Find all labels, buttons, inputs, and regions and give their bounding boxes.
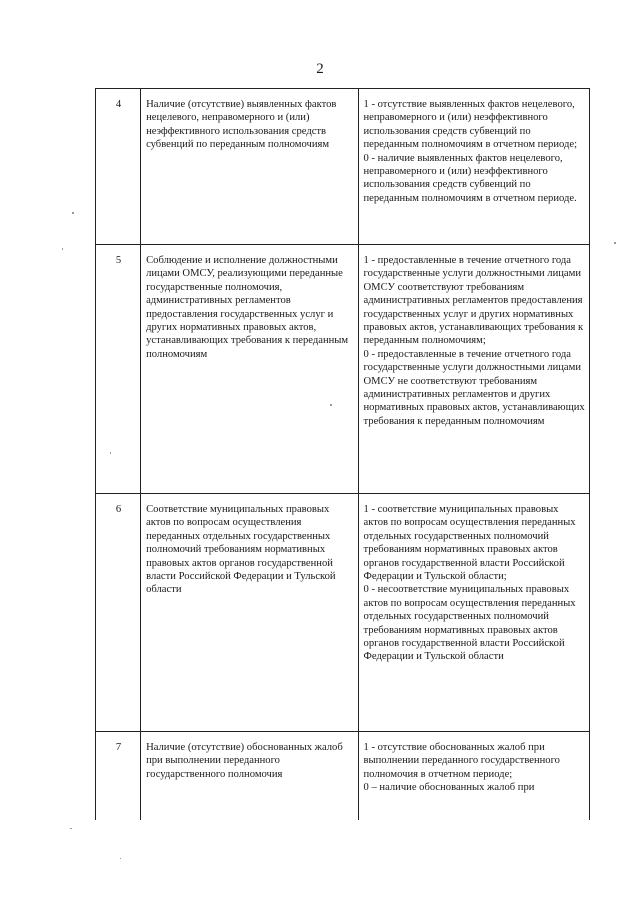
criteria-table-container xyxy=(95,88,590,820)
score-option: 0 – наличие обоснованных жалоб при xyxy=(363,782,535,794)
scan-speck xyxy=(72,212,74,214)
table-row xyxy=(96,732,590,821)
score-option: 0 - несоответствие муниципальных правовых актов по вопросам осуществления переданных отдельных государственных полномочий требованиям нормативных правовых актов органов государственной власти Российской Федерации и Тульской области xyxy=(363,584,576,663)
score-option: 1 - предоставленные в течение отчетного года государственные услуги должностными лицами ОМСУ соответствуют требованиям административных регламентов предоставления государственных услуг и других нормативных правовых актов, устанавливающих требования к переданным полномочиям; xyxy=(363,255,584,347)
table-row xyxy=(96,89,590,245)
row-number: 5 xyxy=(96,245,141,494)
scan-speck xyxy=(70,828,72,829)
score-option: 1 - отсутствие обоснованных жалоб при выполнении переданного государственного полномочия в отчетном периоде; xyxy=(363,742,560,780)
table-row xyxy=(96,245,590,494)
criterion-cell: Соответствие муниципальных правовых актов по вопросам осуществления переданных отдельных государственных полномочий требованиям нормативных правовых актов органов государственной власти Российской Федерации и Тульской области xyxy=(141,494,358,732)
row-number: 6 xyxy=(96,494,141,732)
scan-speck xyxy=(614,242,616,244)
scan-speck xyxy=(330,404,332,406)
row-number: 4 xyxy=(96,89,141,245)
score-option: 0 - наличие выявленных фактов нецелевого, неправомерного и (или) неэффективного использования средств субвенций по переданным полномочиям в отчетном периоде. xyxy=(363,152,577,204)
scan-speck xyxy=(120,858,121,859)
criteria-table xyxy=(95,88,590,820)
criterion-cell: Наличие (отсутствие) обоснованных жалоб при выполнении переданного государственного полномочия xyxy=(141,732,358,821)
criterion-cell: Наличие (отсутствие) выявленных фактов нецелевого, неправомерного и (или) неэффективного использования средств субвенций по переданным полномочиям xyxy=(141,89,358,245)
row-number: 7 xyxy=(96,732,141,821)
scan-speck xyxy=(110,452,111,454)
scan-speck xyxy=(62,248,63,250)
score-cell xyxy=(358,732,589,821)
table-row xyxy=(96,494,590,732)
score-option: 1 - отсутствие выявленных фактов нецелевого, неправомерного и (или) неэффективного использования средств субвенций по переданным полномочиям в отчетном периоде; xyxy=(363,99,578,151)
page-number: 2 xyxy=(316,61,324,77)
criterion-cell: Соблюдение и исполнение должностными лицами ОМСУ, реализующими переданные государственные полномочия, административных регламентов предоставления государственных услуг и других нормативных правовых актов, устанавливающих требования к переданным полномочиям xyxy=(141,245,358,494)
score-cell xyxy=(358,89,589,245)
score-option: 0 - предоставленные в течение отчетного года государственные услуги должностными лицами ОМСУ не соответствуют требованиям административных регламентов и других нормативных правовых актов, устанавливающих требования к переданным полномочиям xyxy=(363,348,585,427)
score-cell xyxy=(358,245,589,494)
score-option: 1 - соответствие муниципальных правовых актов по вопросам осуществления переданных отдельных государственных полномочий требованиям нормативных правовых актов органов государственной власти Российской Федерации и Тульской области; xyxy=(363,504,576,583)
score-cell xyxy=(358,494,589,732)
